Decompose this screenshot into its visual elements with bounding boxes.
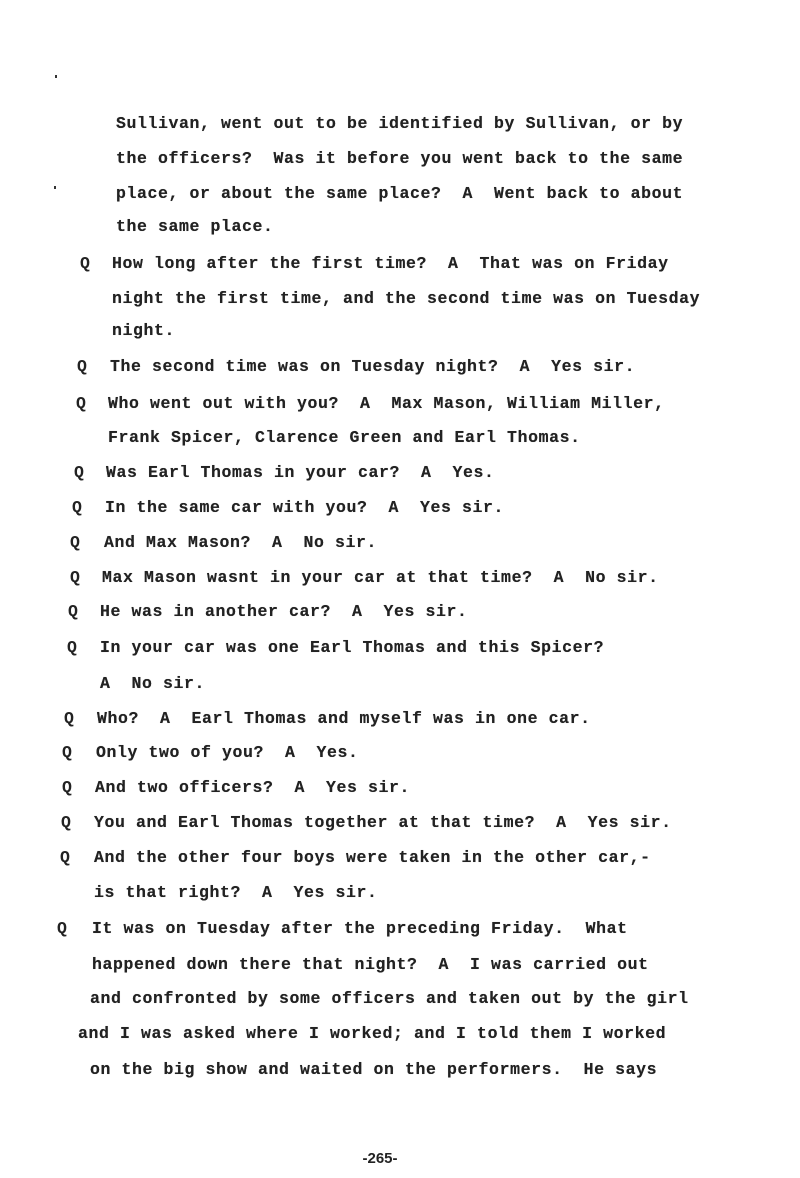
question-marker: Q bbox=[76, 394, 86, 413]
margin-speck bbox=[55, 75, 57, 78]
question-marker: Q bbox=[62, 743, 72, 762]
transcript-line: Only two of you? A Yes. bbox=[96, 743, 359, 762]
transcript-line: In the same car with you? A Yes sir. bbox=[105, 498, 505, 517]
transcript-line: on the big show and waited on the performers. He says bbox=[90, 1060, 658, 1079]
transcript-line: Who went out with you? A Max Mason, William Miller, bbox=[108, 394, 665, 413]
transcript-line: He was in another car? A Yes sir. bbox=[100, 602, 468, 621]
question-marker: Q bbox=[72, 498, 82, 517]
transcript-line: place, or about the same place? A Went back to about bbox=[116, 184, 684, 203]
page-number: -265- bbox=[362, 1150, 398, 1167]
question-marker: Q bbox=[60, 848, 70, 867]
transcript-line: A No sir. bbox=[100, 674, 206, 693]
question-marker: Q bbox=[70, 533, 80, 552]
transcript-line: happened down there that night? A I was carried out bbox=[92, 955, 649, 974]
transcript-line: and I was asked where I worked; and I told them I worked bbox=[78, 1024, 667, 1043]
transcript-line: And two officers? A Yes sir. bbox=[95, 778, 411, 797]
transcript-line: And the other four boys were taken in the other car,- bbox=[94, 848, 651, 867]
transcript-line: Max Mason wasnt in your car at that time? A No sir. bbox=[102, 568, 659, 587]
transcript-line: Was Earl Thomas in your car? A Yes. bbox=[106, 463, 495, 482]
transcript-line: In your car was one Earl Thomas and this Spicer? bbox=[100, 638, 605, 657]
question-marker: Q bbox=[74, 463, 84, 482]
transcript-line: Frank Spicer, Clarence Green and Earl Thomas. bbox=[108, 428, 581, 447]
question-marker: Q bbox=[77, 357, 87, 376]
question-marker: Q bbox=[80, 254, 90, 273]
transcript-line: Who? A Earl Thomas and myself was in one car. bbox=[97, 709, 591, 728]
transcript-line: night. bbox=[112, 321, 176, 340]
question-marker: Q bbox=[64, 709, 74, 728]
question-marker: Q bbox=[67, 638, 77, 657]
transcript-line: How long after the first time? A That was on Friday bbox=[112, 254, 669, 273]
transcript-line: and confronted by some officers and taken out by the girl bbox=[90, 989, 689, 1008]
question-marker: Q bbox=[68, 602, 78, 621]
transcript-line: And Max Mason? A No sir. bbox=[104, 533, 378, 552]
transcript-line: You and Earl Thomas together at that time? A Yes sir. bbox=[94, 813, 672, 832]
transcript-line: is that right? A Yes sir. bbox=[94, 883, 378, 902]
margin-speck bbox=[54, 186, 56, 189]
transcript-line: the same place. bbox=[116, 217, 274, 236]
question-marker: Q bbox=[62, 778, 72, 797]
question-marker: Q bbox=[70, 568, 80, 587]
question-marker: Q bbox=[57, 919, 67, 938]
transcript-line: It was on Tuesday after the preceding Friday. What bbox=[92, 919, 628, 938]
transcript-line: The second time was on Tuesday night? A Yes sir. bbox=[110, 357, 636, 376]
question-marker: Q bbox=[61, 813, 71, 832]
transcript-line: the officers? Was it before you went back to the same bbox=[116, 149, 684, 168]
transcript-line: night the first time, and the second time was on Tuesday bbox=[112, 289, 701, 308]
transcript-line: Sullivan, went out to be identified by Sullivan, or by bbox=[116, 114, 684, 133]
